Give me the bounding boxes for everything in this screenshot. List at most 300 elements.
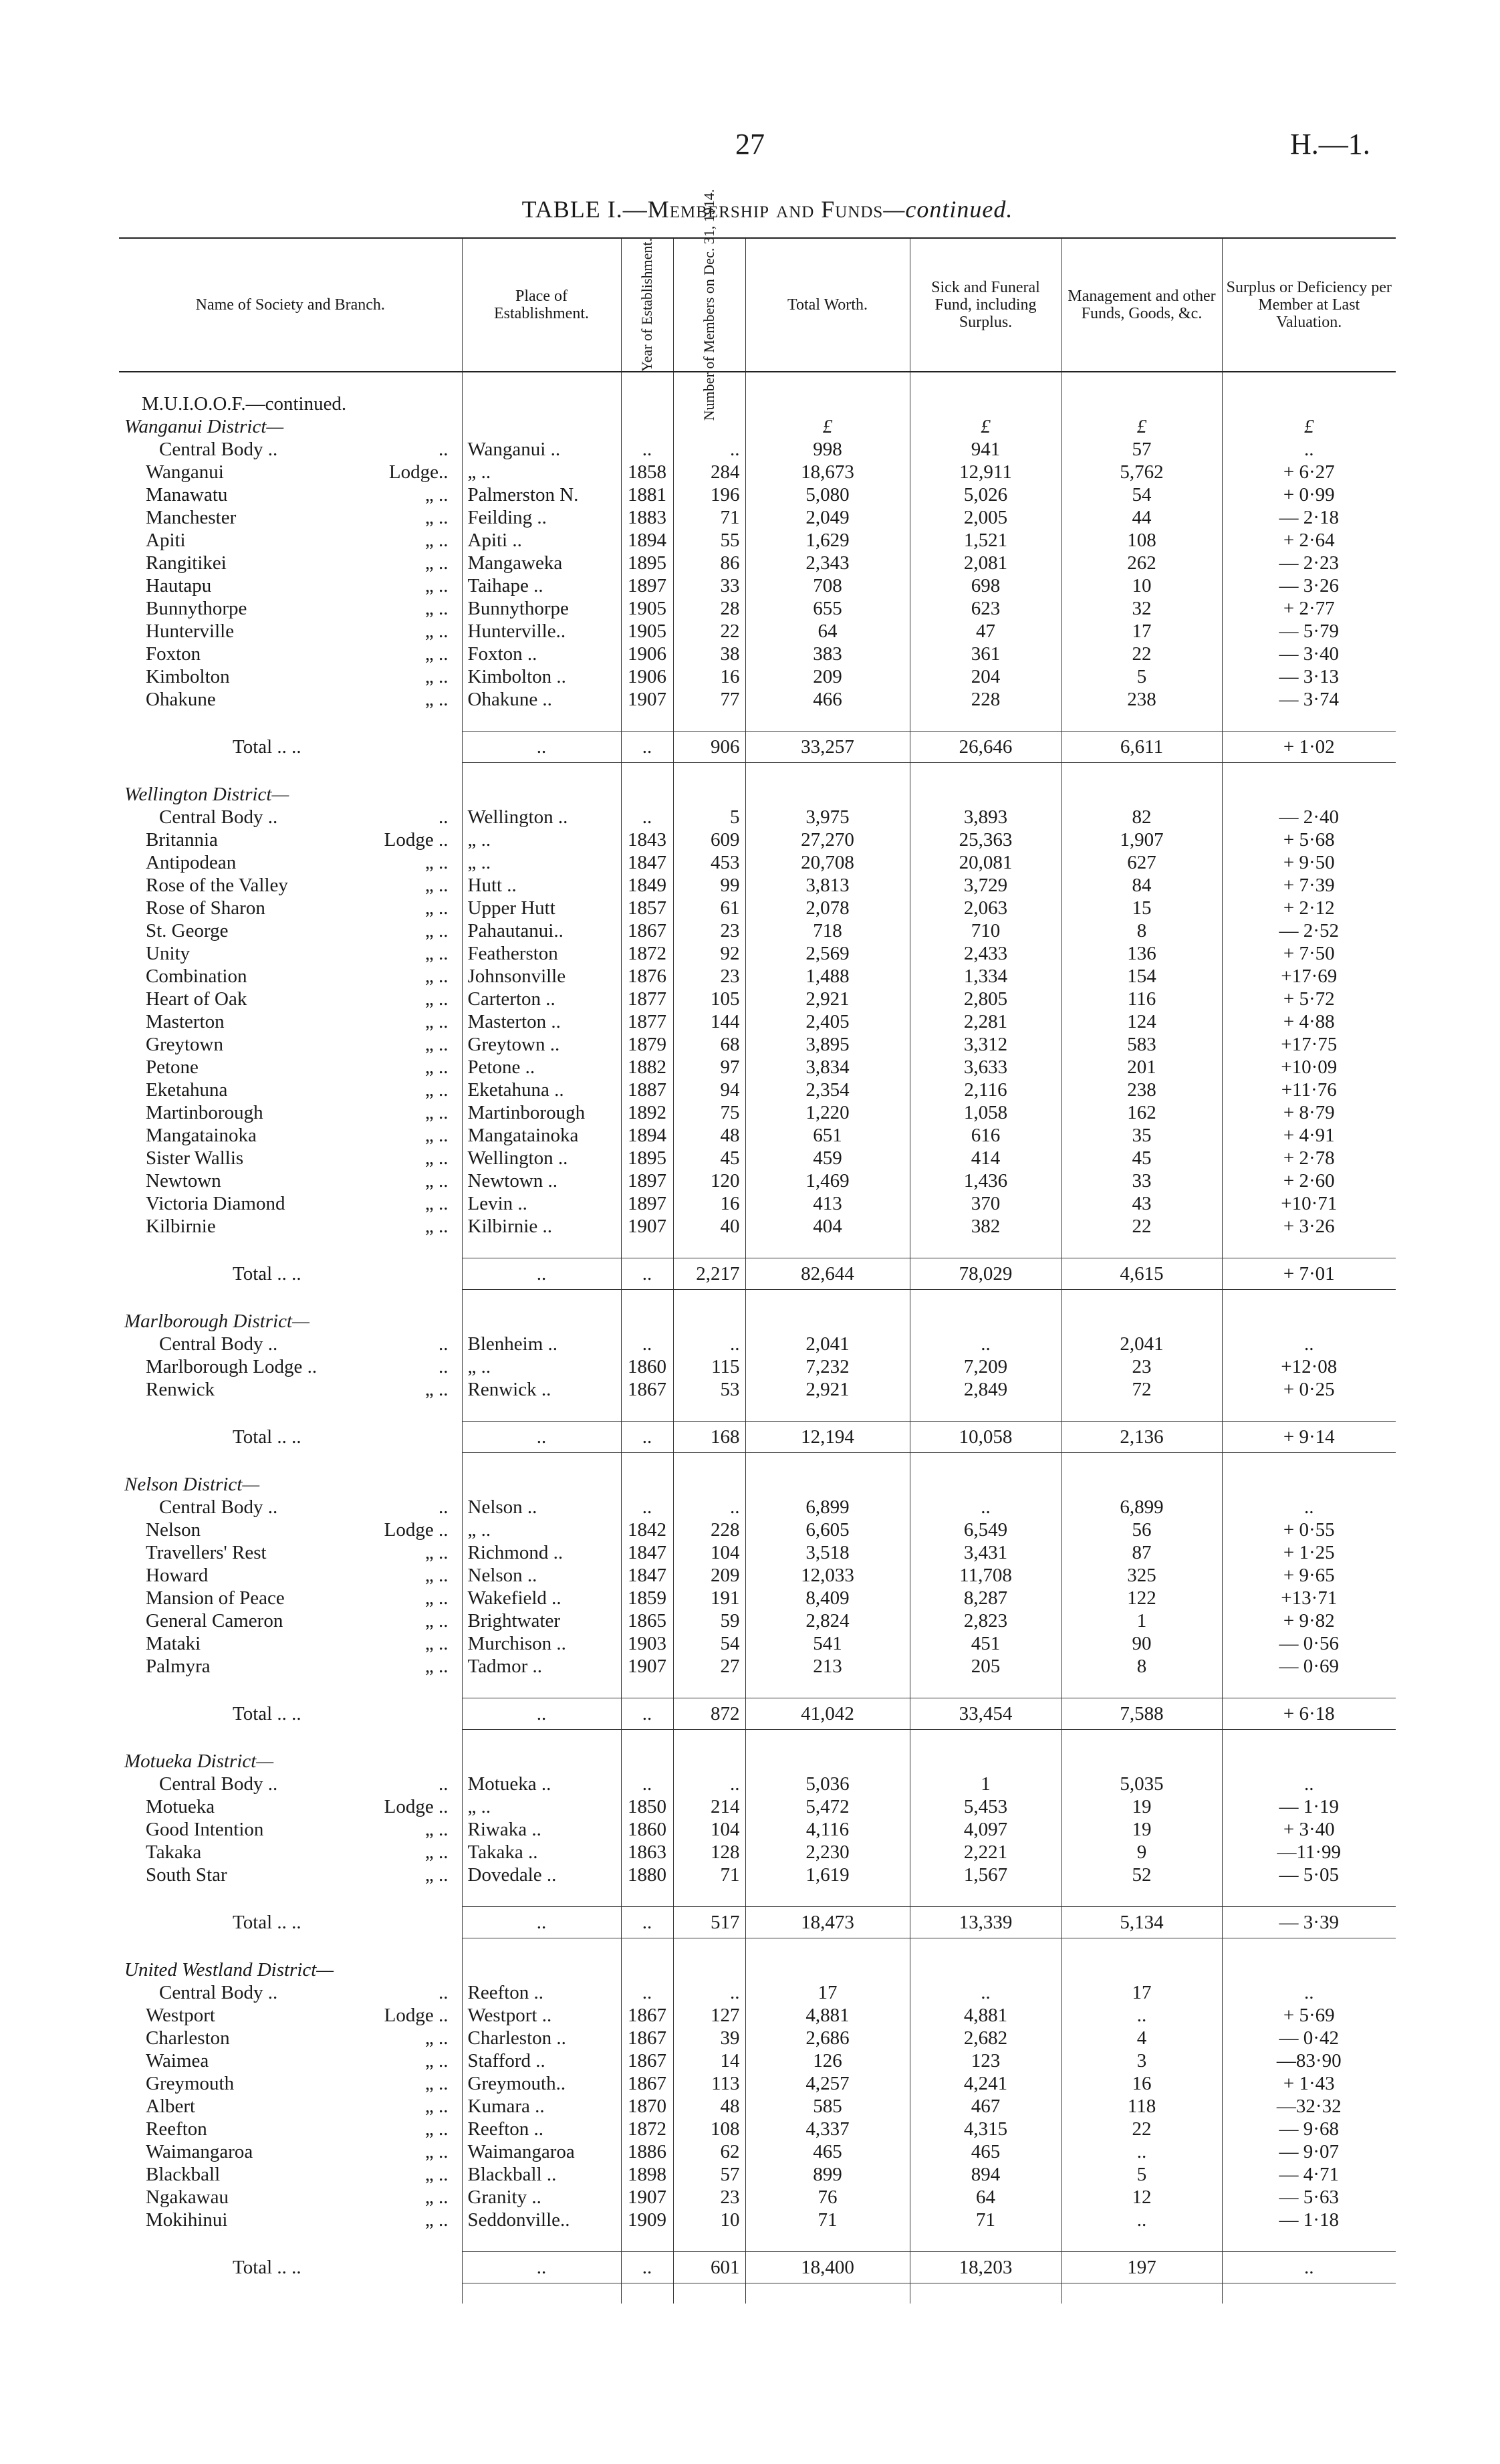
- place-cell: Nelson ..: [462, 1496, 621, 1519]
- total-mgmt: 7,588: [1061, 1698, 1222, 1730]
- branch-name: [119, 620, 462, 643]
- year-cell: 1897: [621, 574, 673, 597]
- mgmt-cell: 44: [1061, 506, 1222, 529]
- worth-cell: 213: [745, 1655, 910, 1678]
- sick-cell: 941: [910, 438, 1061, 461]
- total-members: 601: [673, 2252, 745, 2283]
- empty-cell: [462, 1401, 621, 1422]
- empty-cell: [910, 1886, 1061, 1907]
- mgmt-cell: 23: [1061, 1355, 1222, 1378]
- branch-suffix: „ ..: [424, 2118, 449, 2140]
- sick-cell: 6,549: [910, 1519, 1061, 1541]
- worth-cell: 2,078: [745, 897, 910, 919]
- branch-row: [119, 1841, 1396, 1864]
- surplus-cell: —11·99: [1222, 1841, 1396, 1864]
- branch-suffix: „ ..: [424, 897, 449, 919]
- empty-cell: [621, 1473, 673, 1496]
- mgmt-cell: ..: [1061, 2140, 1222, 2163]
- place-cell: Taihape ..: [462, 574, 621, 597]
- members-cell: 284: [673, 461, 745, 483]
- branch-label: Apiti: [146, 530, 186, 551]
- branch-suffix: „ ..: [424, 621, 449, 642]
- branch-suffix: „ ..: [424, 1125, 449, 1146]
- year-cell: 1867: [621, 919, 673, 942]
- place-cell: Takaka ..: [462, 1841, 621, 1864]
- sick-cell: 205: [910, 1655, 1061, 1678]
- worth-cell: 2,343: [745, 552, 910, 574]
- empty-cell: [673, 1290, 745, 1311]
- surplus-cell: + 8·79: [1222, 1101, 1396, 1124]
- worth-cell: 4,337: [745, 2118, 910, 2140]
- total-year: ..: [621, 2252, 673, 2283]
- branch-suffix: „ ..: [424, 1170, 449, 1192]
- branch-label: Albert: [146, 2096, 196, 2117]
- members-cell: 94: [673, 1079, 745, 1101]
- place-cell: „ ..: [462, 461, 621, 483]
- total-place: ..: [462, 1698, 621, 1730]
- total-mgmt: 5,134: [1061, 1907, 1222, 1938]
- branch-name: [119, 1655, 462, 1678]
- surplus-cell: ..: [1222, 1333, 1396, 1355]
- empty-cell: [673, 1401, 745, 1422]
- place-cell: Mangaweka: [462, 552, 621, 574]
- year-cell: 1894: [621, 529, 673, 552]
- mgmt-cell: 5: [1061, 665, 1222, 688]
- worth-cell: 64: [745, 620, 910, 643]
- surplus-cell: — 9·68: [1222, 2118, 1396, 2140]
- branch-label: Newtown: [146, 1170, 221, 1192]
- branch-suffix: ..: [439, 1333, 449, 1355]
- branch-suffix: „ ..: [424, 1147, 449, 1169]
- year-cell: 1867: [621, 1378, 673, 1401]
- branch-suffix: „ ..: [424, 1819, 449, 1840]
- branch-suffix: „ ..: [424, 552, 449, 574]
- total-row: [119, 732, 1396, 763]
- sick-cell: 361: [910, 643, 1061, 665]
- place-cell: Renwick ..: [462, 1378, 621, 1401]
- mgmt-cell: 87: [1061, 1541, 1222, 1564]
- surplus-cell: ..: [1222, 438, 1396, 461]
- branch-label: Kimbolton: [146, 666, 230, 687]
- surplus-cell: — 2·52: [1222, 919, 1396, 942]
- branch-name: [119, 1079, 462, 1101]
- branch-label: Rose of the Valley: [146, 875, 288, 896]
- table-title: TABLE I.—Membership and Funds—continued.: [521, 196, 1013, 223]
- place-cell: Seddonville..: [462, 2209, 621, 2231]
- members-cell: 92: [673, 942, 745, 965]
- year-cell: 1877: [621, 1010, 673, 1033]
- empty-cell: [1061, 1401, 1222, 1422]
- empty-cell: [1061, 1730, 1222, 1751]
- branch-name: [119, 919, 462, 942]
- total-sick: 78,029: [910, 1258, 1061, 1290]
- members-cell: 191: [673, 1587, 745, 1609]
- place-cell: Masterton ..: [462, 1010, 621, 1033]
- members-cell: 59: [673, 1609, 745, 1632]
- branch-name: [119, 2049, 462, 2072]
- empty-cell: [745, 2231, 910, 2252]
- sick-cell: ..: [910, 1496, 1061, 1519]
- branch-name: [119, 529, 462, 552]
- empty-cell: [621, 2283, 673, 2304]
- surplus-cell: +10·09: [1222, 1056, 1396, 1079]
- branch-row: [119, 965, 1396, 988]
- members-cell: ..: [673, 1981, 745, 2004]
- surplus-cell: — 3·74: [1222, 688, 1396, 711]
- branch-row: [119, 1378, 1396, 1401]
- branch-suffix: „ ..: [424, 2027, 449, 2049]
- branch-row: [119, 620, 1396, 643]
- table-body: [119, 372, 1396, 2304]
- branch-label: Manawatu: [146, 484, 228, 506]
- place-cell: Martinborough: [462, 1101, 621, 1124]
- spacer-row: [119, 1290, 1396, 1311]
- branch-row: [119, 874, 1396, 897]
- worth-cell: 2,354: [745, 1079, 910, 1101]
- document-reference: H.—1.: [1290, 128, 1370, 160]
- mgmt-cell: 5: [1061, 2163, 1222, 2186]
- worth-cell: 6,899: [745, 1496, 910, 1519]
- branch-label: Wanganui: [146, 461, 224, 483]
- empty-cell: [621, 415, 673, 438]
- branch-name: [119, 874, 462, 897]
- branch-suffix: Lodge..: [388, 461, 449, 483]
- branch-row: [119, 643, 1396, 665]
- branch-row: [119, 851, 1396, 874]
- branch-label: Antipodean: [146, 852, 237, 873]
- branch-suffix: „ ..: [424, 920, 449, 941]
- sick-cell: 382: [910, 1215, 1061, 1238]
- surplus-cell: + 3·40: [1222, 1818, 1396, 1841]
- place-cell: Dovedale ..: [462, 1864, 621, 1886]
- branch-label: Nelson: [146, 1519, 201, 1541]
- branch-name: [119, 2004, 462, 2027]
- year-cell: 1860: [621, 1818, 673, 1841]
- year-cell: 1909: [621, 2209, 673, 2231]
- mgmt-cell: 33: [1061, 1169, 1222, 1192]
- branch-name: [119, 897, 462, 919]
- branch-name: [119, 597, 462, 620]
- mgmt-cell: 12: [1061, 2186, 1222, 2209]
- empty-cell: [119, 2231, 462, 2252]
- sick-cell: ..: [910, 1981, 1061, 2004]
- members-cell: 10: [673, 2209, 745, 2231]
- surplus-cell: — 3·13: [1222, 665, 1396, 688]
- sick-cell: 7,209: [910, 1355, 1061, 1378]
- branch-label: Palmyra: [146, 1656, 211, 1677]
- branch-name: [119, 1169, 462, 1192]
- mgmt-cell: 2,041: [1061, 1333, 1222, 1355]
- col-sick: Sick and Funeral Fund, including Surplus.: [910, 238, 1061, 372]
- branch-suffix: „ ..: [424, 2187, 449, 2208]
- total-place: ..: [462, 1907, 621, 1938]
- total-sick: 33,454: [910, 1698, 1061, 1730]
- year-cell: 1870: [621, 2095, 673, 2118]
- mgmt-cell: 262: [1061, 552, 1222, 574]
- year-cell: 1876: [621, 965, 673, 988]
- branch-row: [119, 1033, 1396, 1056]
- empty-cell: [673, 783, 745, 806]
- empty-cell: [910, 1958, 1061, 1981]
- total-year: ..: [621, 1698, 673, 1730]
- empty-cell: [1061, 1958, 1222, 1981]
- empty-cell: [745, 783, 910, 806]
- empty-cell: [910, 1730, 1061, 1751]
- branch-row: [119, 665, 1396, 688]
- branch-suffix: „ ..: [424, 1542, 449, 1563]
- year-cell: 1903: [621, 1632, 673, 1655]
- total-place: ..: [462, 2252, 621, 2283]
- place-cell: Featherston: [462, 942, 621, 965]
- branch-name: [119, 2118, 462, 2140]
- year-cell: 1860: [621, 1355, 673, 1378]
- members-cell: 54: [673, 1632, 745, 1655]
- surplus-cell: — 3·26: [1222, 574, 1396, 597]
- branch-row: [119, 1101, 1396, 1124]
- year-cell: 1877: [621, 988, 673, 1010]
- branch-label: Reefton: [146, 2118, 207, 2140]
- branch-row: [119, 1010, 1396, 1033]
- worth-cell: 1,469: [745, 1169, 910, 1192]
- empty-cell: [1061, 2283, 1222, 2304]
- empty-cell: [621, 1730, 673, 1751]
- place-cell: Wellington ..: [462, 1147, 621, 1169]
- mgmt-cell: 72: [1061, 1378, 1222, 1401]
- empty-cell: [1222, 1401, 1396, 1422]
- mgmt-cell: 108: [1061, 529, 1222, 552]
- empty-cell: [1222, 711, 1396, 732]
- branch-row: [119, 806, 1396, 828]
- col-members: Number of Members on Dec. 31, 1914.: [673, 238, 745, 372]
- sick-cell: 2,805: [910, 988, 1061, 1010]
- mgmt-cell: 16: [1061, 2072, 1222, 2095]
- branch-label: Rangitikei: [146, 552, 227, 574]
- sick-cell: 20,081: [910, 851, 1061, 874]
- worth-cell: 899: [745, 2163, 910, 2186]
- year-cell: 1887: [621, 1079, 673, 1101]
- branch-label: Eketahuna: [146, 1079, 228, 1101]
- branch-suffix: ..: [439, 1496, 449, 1518]
- total-label: Total .. ..: [233, 1703, 301, 1724]
- branch-label: Renwick: [146, 1379, 215, 1400]
- branch-name: [119, 461, 462, 483]
- total-year: ..: [621, 1422, 673, 1453]
- place-cell: Hutt ..: [462, 874, 621, 897]
- worth-cell: 655: [745, 597, 910, 620]
- worth-cell: 404: [745, 1215, 910, 1238]
- place-cell: Stafford ..: [462, 2049, 621, 2072]
- total-label: Total .. ..: [233, 1263, 301, 1284]
- empty-cell: [621, 1938, 673, 1959]
- branch-row: [119, 1215, 1396, 1238]
- branch-suffix: „ ..: [424, 1011, 449, 1032]
- col-name: Name of Society and Branch.: [119, 238, 462, 372]
- empty-cell: [462, 1453, 621, 1474]
- branch-name: [119, 1333, 462, 1355]
- branch-label: Hunterville: [146, 621, 235, 642]
- branch-label: Mansion of Peace: [146, 1587, 285, 1609]
- surplus-cell: — 2·23: [1222, 552, 1396, 574]
- sick-cell: 8,287: [910, 1587, 1061, 1609]
- total-sick: 10,058: [910, 1422, 1061, 1453]
- empty-cell: [119, 1401, 462, 1422]
- branch-row: [119, 2209, 1396, 2231]
- worth-cell: 27,270: [745, 828, 910, 851]
- branch-row: [119, 1333, 1396, 1355]
- empty-cell: [621, 1886, 673, 1907]
- sick-cell: 2,116: [910, 1079, 1061, 1101]
- branch-suffix: ..: [439, 1982, 449, 2003]
- mgmt-cell: 162: [1061, 1101, 1222, 1124]
- worth-cell: 3,975: [745, 806, 910, 828]
- members-cell: 55: [673, 529, 745, 552]
- mgmt-cell: 627: [1061, 851, 1222, 874]
- members-cell: 48: [673, 2095, 745, 2118]
- year-cell: 1905: [621, 597, 673, 620]
- surplus-cell: — 5·63: [1222, 2186, 1396, 2209]
- branch-suffix: ..: [439, 1356, 449, 1377]
- sick-cell: 64: [910, 2186, 1061, 2209]
- mgmt-cell: 3: [1061, 2049, 1222, 2072]
- branch-suffix: „ ..: [424, 2073, 449, 2094]
- worth-cell: 6,605: [745, 1519, 910, 1541]
- surplus-cell: + 3·26: [1222, 1215, 1396, 1238]
- mgmt-cell: 5,762: [1061, 461, 1222, 483]
- surplus-cell: — 5·79: [1222, 620, 1396, 643]
- members-cell: 23: [673, 965, 745, 988]
- branch-label: Marlborough Lodge ..: [146, 1356, 318, 1377]
- year-cell: 1849: [621, 874, 673, 897]
- sick-cell: 894: [910, 2163, 1061, 2186]
- total-surplus: — 3·39: [1222, 1907, 1396, 1938]
- worth-cell: 2,405: [745, 1010, 910, 1033]
- surplus-cell: + 9·65: [1222, 1564, 1396, 1587]
- mgmt-cell: 116: [1061, 988, 1222, 1010]
- place-cell: Tadmor ..: [462, 1655, 621, 1678]
- empty-cell: [910, 763, 1061, 784]
- branch-suffix: Lodge ..: [384, 829, 449, 851]
- empty-cell: [119, 763, 462, 784]
- branch-suffix: „ ..: [424, 1633, 449, 1654]
- total-surplus: ..: [1222, 2252, 1396, 2283]
- empty-cell: [745, 1473, 910, 1496]
- branch-label: Travellers' Rest: [146, 1542, 267, 1563]
- year-cell: 1847: [621, 1564, 673, 1587]
- place-cell: Kumara ..: [462, 2095, 621, 2118]
- branch-row: [119, 1981, 1396, 2004]
- mgmt-cell: 82: [1061, 806, 1222, 828]
- empty-cell: [1061, 1310, 1222, 1333]
- empty-cell: [119, 711, 462, 732]
- place-cell: Mangatainoka: [462, 1124, 621, 1147]
- year-cell: 1858: [621, 461, 673, 483]
- total-sick: 26,646: [910, 732, 1061, 763]
- place-cell: Newtown ..: [462, 1169, 621, 1192]
- mgmt-cell: 10: [1061, 574, 1222, 597]
- year-cell: 1905: [621, 620, 673, 643]
- branch-label: South Star: [146, 1864, 227, 1886]
- branch-name: [119, 1795, 462, 1818]
- branch-name: [119, 1564, 462, 1587]
- sick-cell: 3,312: [910, 1033, 1061, 1056]
- mgmt-cell: 136: [1061, 942, 1222, 965]
- place-cell: Apiti ..: [462, 529, 621, 552]
- worth-cell: 541: [745, 1632, 910, 1655]
- surplus-cell: ..: [1222, 1773, 1396, 1795]
- total-members: 168: [673, 1422, 745, 1453]
- branch-name: [119, 942, 462, 965]
- surplus-cell: + 1·43: [1222, 2072, 1396, 2095]
- empty-cell: [745, 763, 910, 784]
- branch-suffix: „ ..: [424, 1193, 449, 1214]
- total-worth: 18,400: [745, 2252, 910, 2283]
- branch-name: [119, 851, 462, 874]
- branch-suffix: ..: [439, 1773, 449, 1795]
- mgmt-cell: 6,899: [1061, 1496, 1222, 1519]
- place-cell: „ ..: [462, 851, 621, 874]
- branch-label: Motueka: [146, 1796, 215, 1817]
- branch-name: [119, 1609, 462, 1632]
- year-cell: 1872: [621, 942, 673, 965]
- surplus-cell: + 7·50: [1222, 942, 1396, 965]
- mgmt-cell: 15: [1061, 897, 1222, 919]
- empty-cell: [462, 1938, 621, 1959]
- place-cell: Richmond ..: [462, 1541, 621, 1564]
- empty-cell: [910, 1453, 1061, 1474]
- branch-suffix: „ ..: [424, 507, 449, 528]
- surplus-cell: + 2·78: [1222, 1147, 1396, 1169]
- surplus-cell: + 2·77: [1222, 597, 1396, 620]
- total-label: Total .. ..: [233, 1912, 301, 1933]
- empty-cell: [745, 1938, 910, 1959]
- empty-cell: [1061, 783, 1222, 806]
- place-cell: Charleston ..: [462, 2027, 621, 2049]
- surplus-cell: + 2·64: [1222, 529, 1396, 552]
- branch-label: Ngakawau: [146, 2187, 229, 2208]
- mgmt-cell: 9: [1061, 1841, 1222, 1864]
- place-cell: Riwaka ..: [462, 1818, 621, 1841]
- year-cell: 1892: [621, 1101, 673, 1124]
- empty-cell: [119, 1886, 462, 1907]
- members-cell: 14: [673, 2049, 745, 2072]
- members-cell: 57: [673, 2163, 745, 2186]
- total-year: ..: [621, 1258, 673, 1290]
- mgmt-cell: 54: [1061, 483, 1222, 506]
- branch-row: [119, 2027, 1396, 2049]
- mgmt-cell: 17: [1061, 620, 1222, 643]
- members-cell: 609: [673, 828, 745, 851]
- empty-cell: [1222, 1238, 1396, 1258]
- place-cell: Kimbolton ..: [462, 665, 621, 688]
- total-place: ..: [462, 732, 621, 763]
- place-cell: Foxton ..: [462, 643, 621, 665]
- branch-row: [119, 506, 1396, 529]
- worth-cell: 5,472: [745, 1795, 910, 1818]
- year-cell: 1867: [621, 2049, 673, 2072]
- empty-cell: [673, 2231, 745, 2252]
- branch-name: [119, 1541, 462, 1564]
- empty-cell: [621, 2231, 673, 2252]
- branch-name: [119, 2186, 462, 2209]
- mgmt-cell: 8: [1061, 919, 1222, 942]
- sick-cell: 2,281: [910, 1010, 1061, 1033]
- mgmt-cell: 22: [1061, 1215, 1222, 1238]
- empty-cell: [1222, 1473, 1396, 1496]
- year-cell: 1843: [621, 828, 673, 851]
- col-surplus: Surplus or Deficiency per Member at Last Valuation.: [1222, 238, 1396, 372]
- place-cell: Westport ..: [462, 2004, 621, 2027]
- sick-cell: 11,708: [910, 1564, 1061, 1587]
